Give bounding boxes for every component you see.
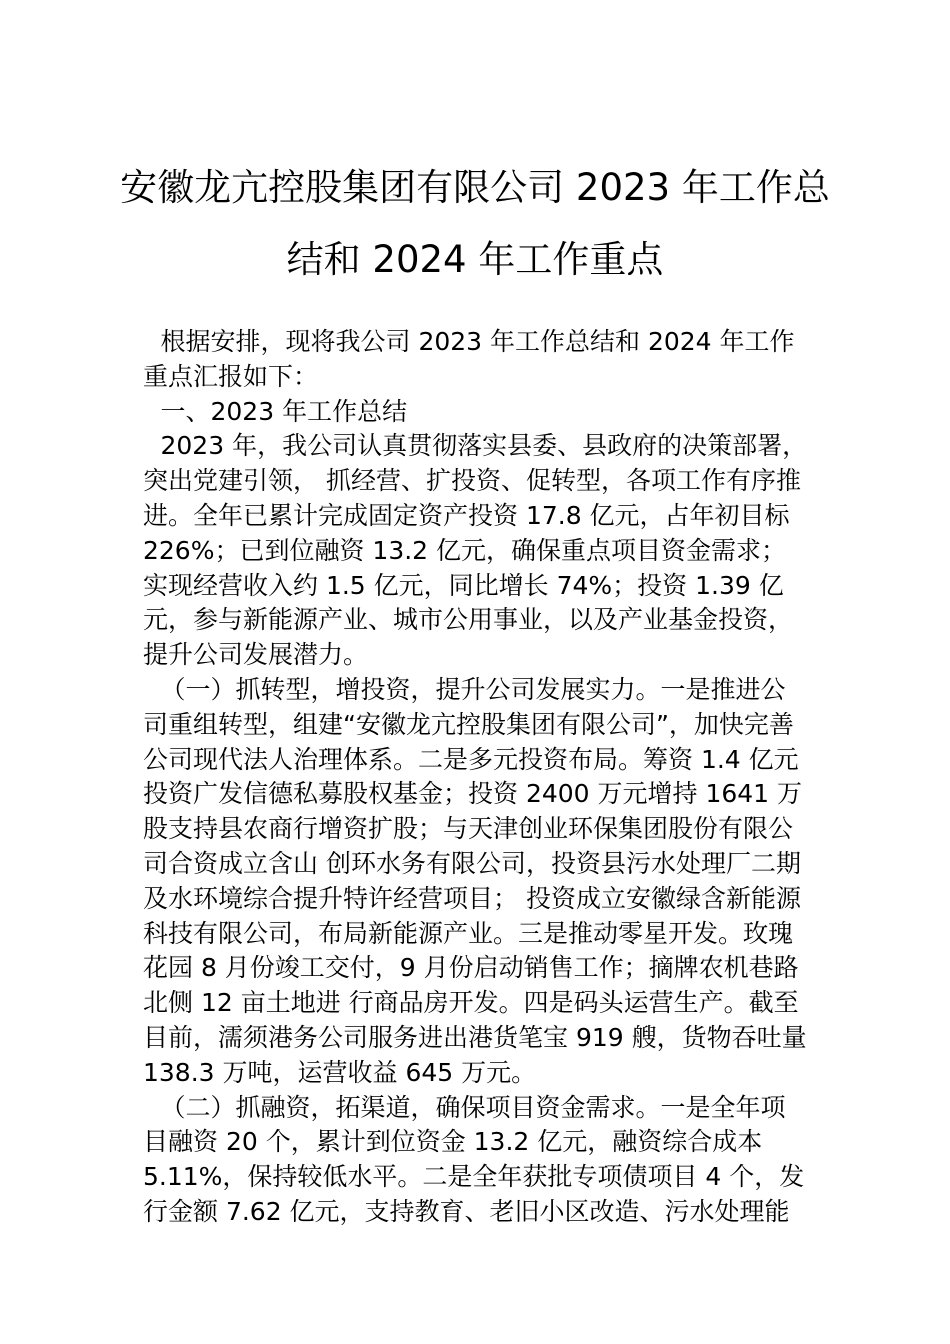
document-body (143, 325, 809, 1230)
subsection-financing-paragraph: （二）抓融资，拓渠道，确保项目资金需求。一是全年项目融资 20 个，累计到位资金 13.2 亿元，融资综合成本 5.11%，保持较低水平。二是全年获批专项债项目 4 个，发行金额 7.62 亿元，支持教育、老旧小区改造、污水处理能 (143, 1092, 805, 1226)
document-title-line-1: 安徽龙亢控股集团有限公司 2023 年工作总 (120, 166, 830, 209)
document-title-line-2: 结和 2024 年工作重点 (286, 238, 664, 281)
summary-paragraph: 2023 年，我公司认真贯彻落实县委、县政府的决策部署，突出党建引领， 抓经营、扩投资、促转型，各项工作有序推进。全年已累计完成固定资产投资 17.8 亿元，占年初目标 226%；已到位融资 13.2 亿元，确保重点项目资金需求；实现经营收入约 1.5 亿元，同比增长 74%；投资 1.39 亿元，参与新能源产业、城市公用事业，以及产业基金投资，提升公司发展潜力。 (143, 431, 808, 670)
section-heading-2023-summary: 一、2023 年工作总结 (160, 396, 408, 426)
subsection-transformation-paragraph: （一）抓转型，增投资，提升公司发展实力。一是推进公司重组转型，组建“安徽龙亢控股集团有限公司”，加快完善公司现代法人治理体系。二是多元投资布局。筹资 1.4 亿元投资广发信德私募股权基金；投资 2400 万元增持 1641 万股支持县农商行增资扩股；与天津创业环保集团股份有限公司合资成立含山 创环水务有限公司，投资县污水处理厂二期及水环境综合提升特许经营项目； 投资成立安徽绿含新能源科技有限公司，布局新能源产业。三是推动零星开发。玫瑰花园 8 月份竣工交付，9 月份启动销售工作；摘牌农机巷路北侧 12 亩土地进 行商品房开发。四是码头运营生产。截至目前，濡须港务公司服务进出港货笔宝 919 艘，货物吞吐量 138.3 万吨，运营收益 645 万元。 (143, 674, 807, 1087)
intro-paragraph: 根据安排，现将我公司 2023 年工作总结和 2024 年工作重点汇报如下： (143, 327, 795, 391)
